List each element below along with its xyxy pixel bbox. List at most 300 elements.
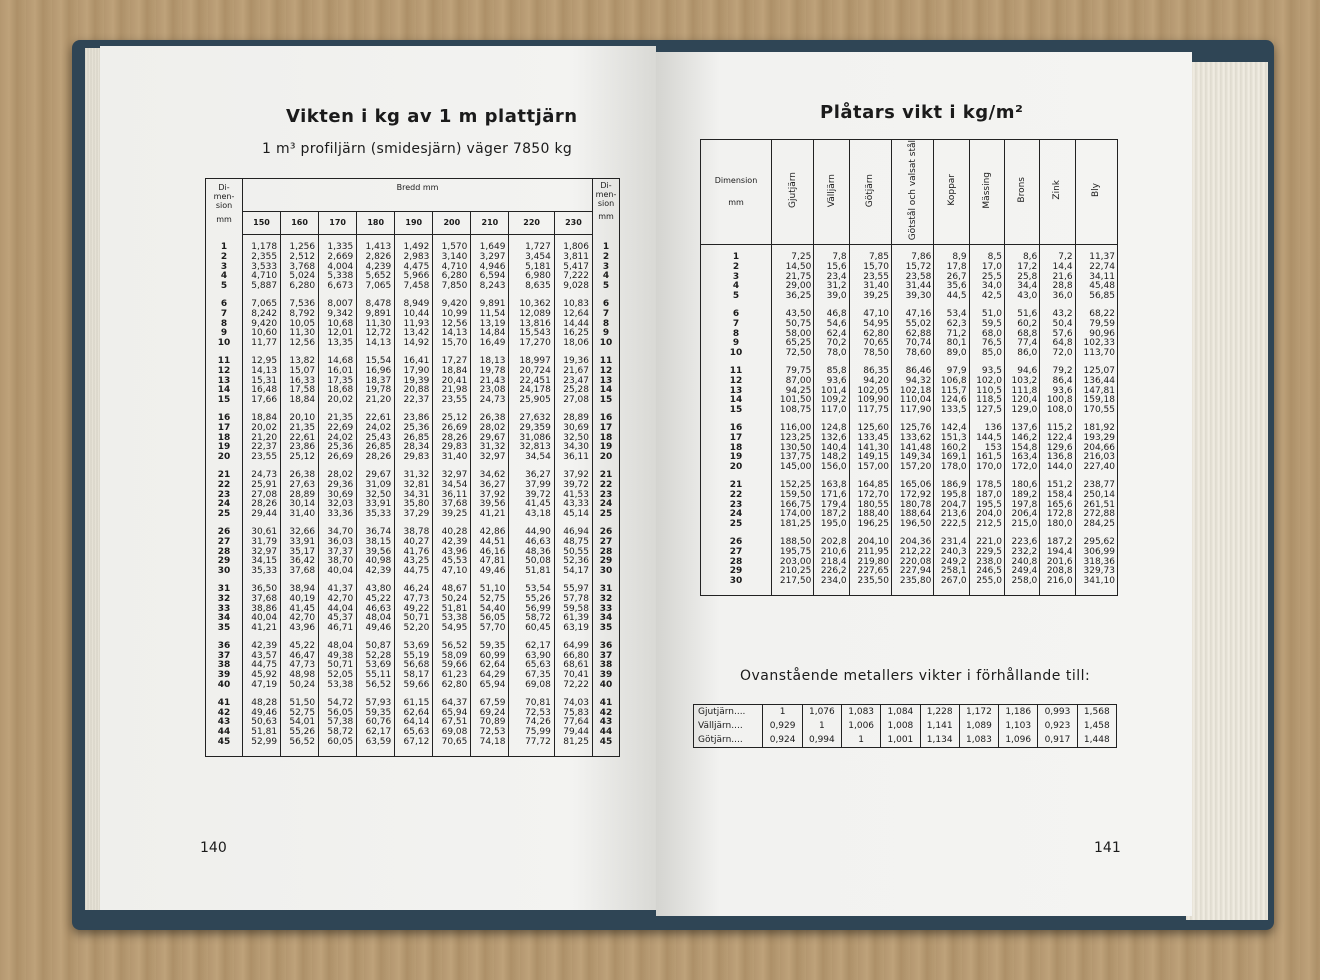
weight-cell: 122,4 xyxy=(1040,434,1075,444)
weight-cell: 7,065 xyxy=(357,282,395,292)
weight-cell: 240,3 xyxy=(934,548,969,558)
weight-cell: 50,55 xyxy=(554,548,592,558)
weight-cell: 93,6 xyxy=(814,377,849,387)
weight-cell: 17,58 xyxy=(281,386,319,396)
weight-cell: 188,40 xyxy=(849,510,891,520)
weight-cell: 14,44 xyxy=(554,320,592,330)
weight-cell: 1,256 xyxy=(281,243,319,253)
weight-cell: 29,00 xyxy=(772,282,814,292)
weight-cell: 41,21 xyxy=(471,510,509,520)
weight-cell: 202,8 xyxy=(814,538,849,548)
weight-cell: 21,20 xyxy=(243,434,281,444)
spacer-cell xyxy=(206,748,243,757)
weight-cell: 43,96 xyxy=(433,548,471,558)
weight-cell: 132,6 xyxy=(814,434,849,444)
relations-row xyxy=(694,719,1117,733)
weight-cell: 97,9 xyxy=(934,367,969,377)
dimension-cell-right: 15 xyxy=(593,396,620,406)
weight-cell: 25,36 xyxy=(319,443,357,453)
weight-cell: 61,39 xyxy=(554,614,592,624)
weight-cell: 180,6 xyxy=(1004,481,1039,491)
dimension-cell-right: 23 xyxy=(593,491,620,501)
weight-cell: 179,4 xyxy=(814,501,849,511)
dimension-cell-right: 8 xyxy=(593,320,620,330)
table-row xyxy=(206,282,620,292)
weight-cell: 52,05 xyxy=(319,671,357,681)
weight-cell: 27,632 xyxy=(509,414,554,424)
weight-cell: 12,64 xyxy=(554,310,592,320)
spacer-cell xyxy=(509,748,554,757)
weight-cell: 12,56 xyxy=(281,339,319,349)
dimension-cell-right: 43 xyxy=(593,718,620,728)
relation-value: 1,083 xyxy=(842,705,881,720)
weight-cell: 41,76 xyxy=(395,548,433,558)
weight-cell: 9,420 xyxy=(243,320,281,330)
weight-cell: 60,99 xyxy=(471,652,509,662)
dimension-header xyxy=(701,140,772,245)
weight-cell: 123,25 xyxy=(772,434,814,444)
dimension-cell: 26 xyxy=(729,537,743,548)
weight-cell: 133,62 xyxy=(892,434,934,444)
weight-cell: 28,02 xyxy=(319,471,357,481)
weight-cell: 31,32 xyxy=(395,471,433,481)
weight-cell: 258,0 xyxy=(1004,577,1039,587)
weight-cell: 50,08 xyxy=(509,557,554,567)
weight-cell: 35,80 xyxy=(395,500,433,510)
dimension-cell-right: 31 xyxy=(593,585,620,595)
dimension-cell: 4 xyxy=(732,281,740,292)
weight-cell: 94,25 xyxy=(772,387,814,397)
weight-cell: 235,80 xyxy=(892,577,934,587)
weight-cell: 163,8 xyxy=(814,481,849,491)
weight-cell: 203,00 xyxy=(772,558,814,568)
weight-cell: 2,512 xyxy=(281,253,319,263)
dimension-cell: 15 xyxy=(217,395,231,406)
weight-cell: 56,99 xyxy=(509,605,554,615)
weight-cell: 34,15 xyxy=(243,557,281,567)
spacer-cell xyxy=(593,748,620,757)
weight-cell: 46,47 xyxy=(281,652,319,662)
weight-cell: 58,09 xyxy=(433,652,471,662)
weight-cell: 49,46 xyxy=(357,624,395,634)
weight-cell: 156,0 xyxy=(814,463,849,473)
dimension-cell-right: 4 xyxy=(593,272,620,282)
weight-cell: 16,33 xyxy=(281,377,319,387)
weight-cell: 178,5 xyxy=(969,481,1004,491)
weight-cell: 12,089 xyxy=(509,310,554,320)
dimension-cell: 16 xyxy=(729,423,743,434)
weight-cell: 36,25 xyxy=(772,292,814,302)
dimension-cell-right: 2 xyxy=(593,253,620,263)
relation-value: 1,228 xyxy=(920,705,959,720)
weight-cell: 70,65 xyxy=(849,339,891,349)
weight-cell: 44,75 xyxy=(243,661,281,671)
weight-cell: 37,68 xyxy=(281,567,319,577)
weight-cell: 69,08 xyxy=(509,681,554,691)
weight-cell: 178,0 xyxy=(934,463,969,473)
plate-weight-table xyxy=(700,139,1118,596)
weight-cell: 30,61 xyxy=(243,528,281,538)
weight-cell: 40,04 xyxy=(243,614,281,624)
weight-cell: 227,40 xyxy=(1075,463,1117,473)
dimension-cell-right: 20 xyxy=(593,453,620,463)
spacer-cell xyxy=(395,748,433,757)
column-header: 200 xyxy=(433,212,471,235)
dimension-cell: 31 xyxy=(217,583,231,594)
weight-cell: 32,50 xyxy=(554,434,592,444)
relations-row xyxy=(694,705,1117,720)
weight-cell: 174,00 xyxy=(772,510,814,520)
weight-cell: 226,2 xyxy=(814,567,849,577)
weight-cell: 28,26 xyxy=(433,434,471,444)
dimension-cell: 4 xyxy=(220,271,228,282)
weight-cell: 219,80 xyxy=(849,558,891,568)
weight-cell: 210,25 xyxy=(772,567,814,577)
weight-cell: 45,92 xyxy=(243,671,281,681)
weight-cell: 55,11 xyxy=(357,671,395,681)
dimension-cell-right: 14 xyxy=(593,386,620,396)
weight-cell: 48,04 xyxy=(319,642,357,652)
weight-cell: 35,6 xyxy=(934,282,969,292)
weight-cell: 25,28 xyxy=(554,386,592,396)
dimension-cell: 1 xyxy=(732,252,740,263)
weight-cell: 57,6 xyxy=(1040,330,1075,340)
metal-column-header xyxy=(772,140,814,245)
weight-cell: 23,08 xyxy=(471,386,509,396)
weight-cell: 2,826 xyxy=(357,253,395,263)
weight-cell: 7,8 xyxy=(814,253,849,263)
weight-cell: 50,87 xyxy=(357,642,395,652)
weight-cell: 62,64 xyxy=(471,661,509,671)
weight-cell: 54,17 xyxy=(554,567,592,577)
weight-cell: 45,37 xyxy=(319,614,357,624)
dimension-cell-right: 27 xyxy=(593,538,620,548)
spacer-cell xyxy=(281,748,319,757)
weight-cell: 24,73 xyxy=(243,471,281,481)
weight-cell: 1,178 xyxy=(243,243,281,253)
weight-cell: 17,90 xyxy=(395,367,433,377)
weight-cell: 44,90 xyxy=(509,528,554,538)
weight-cell: 117,0 xyxy=(814,406,849,416)
weight-cell: 65,94 xyxy=(471,681,509,691)
weight-cell: 222,5 xyxy=(934,520,969,530)
relation-value: 1,089 xyxy=(959,719,998,733)
weight-cell: 35,33 xyxy=(243,567,281,577)
weight-cell: 46,16 xyxy=(471,548,509,558)
weight-cell: 32,81 xyxy=(395,481,433,491)
weight-cell: 4,239 xyxy=(357,263,395,273)
weight-cell: 38,94 xyxy=(281,585,319,595)
weight-cell: 27,63 xyxy=(281,481,319,491)
weight-cell: 13,19 xyxy=(471,320,509,330)
weight-cell: 106,8 xyxy=(934,377,969,387)
weight-cell: 129,6 xyxy=(1040,444,1075,454)
weight-cell: 29,67 xyxy=(357,471,395,481)
weight-cell: 40,28 xyxy=(433,528,471,538)
weight-cell: 217,50 xyxy=(772,577,814,587)
weight-cell: 14,84 xyxy=(471,329,509,339)
spacer-cell xyxy=(554,748,592,757)
weight-cell: 33,91 xyxy=(357,500,395,510)
weight-cell: 196,50 xyxy=(892,520,934,530)
weight-cell: 23,55 xyxy=(433,396,471,406)
weight-cell: 31,40 xyxy=(849,282,891,292)
weight-cell: 47,19 xyxy=(243,681,281,691)
weight-cell: 36,0 xyxy=(1040,292,1075,302)
weight-cell: 8,007 xyxy=(319,300,357,310)
weight-cell: 8,6 xyxy=(1004,253,1039,263)
spacer-cell xyxy=(701,587,772,596)
weight-cell: 10,362 xyxy=(509,300,554,310)
weight-cell: 32,03 xyxy=(319,500,357,510)
weight-cell: 45,22 xyxy=(281,642,319,652)
dimension-cell-right: 36 xyxy=(593,642,620,652)
dim-header-line: sion xyxy=(215,201,233,210)
weight-cell: 23,55 xyxy=(243,453,281,463)
weight-cell: 187,2 xyxy=(814,510,849,520)
weight-cell: 227,65 xyxy=(849,567,891,577)
weight-cell: 188,64 xyxy=(892,510,934,520)
weight-cell: 19,78 xyxy=(471,367,509,377)
weight-cell: 38,86 xyxy=(243,605,281,615)
dimension-cell: 29 xyxy=(217,556,231,567)
weight-cell: 215,0 xyxy=(1004,520,1039,530)
weight-cell: 133,5 xyxy=(934,406,969,416)
relation-value: 0,924 xyxy=(763,733,802,748)
spacer-cell xyxy=(934,587,969,596)
dimension-cell: 28 xyxy=(217,546,231,557)
weight-cell: 124,8 xyxy=(814,424,849,434)
weight-cell: 272,88 xyxy=(1075,510,1117,520)
spacer-cell xyxy=(243,748,281,757)
column-header: 230 xyxy=(554,212,592,235)
dimension-cell-right: 6 xyxy=(593,300,620,310)
weight-cell: 25,91 xyxy=(243,481,281,491)
relation-value: 1,458 xyxy=(1077,719,1116,733)
weight-cell: 16,01 xyxy=(319,367,357,377)
weight-cell: 93,6 xyxy=(1040,387,1075,397)
weight-cell: 25,36 xyxy=(395,424,433,434)
dimension-cell: 12 xyxy=(729,375,743,386)
weight-cell: 231,4 xyxy=(934,538,969,548)
weight-cell: 24,178 xyxy=(509,386,554,396)
weight-cell: 204,36 xyxy=(892,538,934,548)
weight-cell: 29,83 xyxy=(433,443,471,453)
dimension-cell-right: 17 xyxy=(593,424,620,434)
weight-cell: 159,50 xyxy=(772,491,814,501)
weight-cell: 8,242 xyxy=(243,310,281,320)
weight-cell: 11,30 xyxy=(357,320,395,330)
weight-cell: 43,18 xyxy=(509,510,554,520)
weight-cell: 44,75 xyxy=(395,567,433,577)
dimension-cell: 17 xyxy=(217,422,231,433)
weight-cell: 51,81 xyxy=(243,728,281,738)
weight-cell: 165,6 xyxy=(1040,501,1075,511)
weight-cell: 19,39 xyxy=(395,377,433,387)
weight-cell: 43,57 xyxy=(243,652,281,662)
weight-cell: 108,0 xyxy=(1040,406,1075,416)
weight-cell: 249,2 xyxy=(934,558,969,568)
weight-cell: 50,71 xyxy=(319,661,357,671)
weight-cell: 3,454 xyxy=(509,253,554,263)
weight-cell: 8,9 xyxy=(934,253,969,263)
weight-cell: 172,92 xyxy=(892,491,934,501)
weight-cell: 39,72 xyxy=(554,481,592,491)
weight-cell: 37,92 xyxy=(471,491,509,501)
weight-cell: 14,4 xyxy=(1040,263,1075,273)
dimension-cell: 14 xyxy=(729,395,743,406)
weight-cell: 9,342 xyxy=(319,310,357,320)
weight-cell: 14,68 xyxy=(319,357,357,367)
weight-cell: 18,997 xyxy=(509,357,554,367)
dim-header-line: sion xyxy=(597,199,615,208)
weight-cell: 32,97 xyxy=(471,453,509,463)
weight-cell: 39,0 xyxy=(814,292,849,302)
dimension-cell: 36 xyxy=(217,640,231,651)
relations-title: Ovanstående metallers vikter i förhållande till: xyxy=(740,668,1091,684)
weight-cell: 18,68 xyxy=(319,386,357,396)
dimension-cell-right: 19 xyxy=(593,443,620,453)
dimension-cell-right: 44 xyxy=(593,728,620,738)
weight-cell: 238,0 xyxy=(969,558,1004,568)
weight-cell: 55,19 xyxy=(395,652,433,662)
weight-cell: 1,492 xyxy=(395,243,433,253)
weight-cell: 71,2 xyxy=(934,330,969,340)
weight-cell: 65,63 xyxy=(509,661,554,671)
weight-cell: 46,24 xyxy=(395,585,433,595)
weight-cell: 58,00 xyxy=(772,330,814,340)
weight-cell: 48,28 xyxy=(243,699,281,709)
relation-value: 1,001 xyxy=(881,733,920,748)
weight-cell: 169,1 xyxy=(934,453,969,463)
weight-cell: 11,30 xyxy=(281,329,319,339)
weight-cell: 53,4 xyxy=(934,310,969,320)
weight-cell: 19,78 xyxy=(357,386,395,396)
left-page-subtitle: 1 m³ profiljärn (smidesjärn) väger 7850 kg xyxy=(262,141,573,157)
weight-cell: 26,38 xyxy=(471,414,509,424)
weight-cell: 120,4 xyxy=(1004,396,1039,406)
weight-cell: 25,12 xyxy=(281,453,319,463)
column-header: 220 xyxy=(509,212,554,235)
table-row xyxy=(701,292,1118,302)
weight-cell: 36,27 xyxy=(471,481,509,491)
weight-cell: 165,06 xyxy=(892,481,934,491)
weight-cell: 45,48 xyxy=(1075,282,1117,292)
table-row xyxy=(206,339,620,349)
weight-cell: 45,22 xyxy=(357,595,395,605)
weight-cell: 27,08 xyxy=(554,396,592,406)
weight-cell: 137,75 xyxy=(772,453,814,463)
weight-cell: 102,18 xyxy=(892,387,934,397)
weight-cell: 210,6 xyxy=(814,548,849,558)
relation-value: 1,448 xyxy=(1077,733,1116,748)
weight-cell: 94,32 xyxy=(892,377,934,387)
metal-name: Zink xyxy=(1052,180,1063,200)
weight-cell: 32,50 xyxy=(357,491,395,501)
weight-cell: 66,80 xyxy=(554,652,592,662)
dimension-cell: 27 xyxy=(729,546,743,557)
weight-cell: 195,8 xyxy=(934,491,969,501)
weight-cell: 36,42 xyxy=(281,557,319,567)
weight-cell: 170,0 xyxy=(969,463,1004,473)
weight-cell: 341,10 xyxy=(1075,577,1117,587)
weight-cell: 12,56 xyxy=(433,320,471,330)
weight-cell: 43,25 xyxy=(395,557,433,567)
weight-cell: 68,22 xyxy=(1075,310,1117,320)
dim-header-line: mm xyxy=(216,215,232,224)
weight-cell: 188,50 xyxy=(772,538,814,548)
weight-cell: 68,8 xyxy=(1004,330,1039,340)
dimension-cell: 10 xyxy=(217,338,231,349)
weight-cell: 17,35 xyxy=(319,377,357,387)
weight-cell: 53,38 xyxy=(433,614,471,624)
relation-label: Välljärn.... xyxy=(698,721,743,731)
weight-cell: 6,673 xyxy=(319,282,357,292)
weight-cell: 212,22 xyxy=(892,548,934,558)
weight-cell: 18,37 xyxy=(357,377,395,387)
weight-cell: 6,980 xyxy=(509,272,554,282)
weight-cell: 21,43 xyxy=(471,377,509,387)
weight-cell: 157,00 xyxy=(849,463,891,473)
spacer-cell xyxy=(772,587,814,596)
dimension-cell: 3 xyxy=(732,271,740,282)
weight-cell: 16,96 xyxy=(357,367,395,377)
weight-cell: 12,01 xyxy=(319,329,357,339)
weight-cell: 137,6 xyxy=(1004,424,1039,434)
weight-cell: 22,61 xyxy=(357,414,395,424)
column-header: 210 xyxy=(471,212,509,235)
weight-cell: 61,23 xyxy=(433,671,471,681)
dimension-cell: 2 xyxy=(732,261,740,272)
right-page-edges xyxy=(1186,62,1268,920)
dimension-cell: 18 xyxy=(217,432,231,443)
weight-cell: 85,8 xyxy=(814,367,849,377)
weight-cell: 39,30 xyxy=(892,292,934,302)
relation-value: 1,006 xyxy=(842,719,881,733)
weight-cell: 6,280 xyxy=(433,272,471,282)
weight-cell: 306,99 xyxy=(1075,548,1117,558)
metal-column-header xyxy=(934,140,969,245)
weight-cell: 72,53 xyxy=(509,709,554,719)
weight-cell: 16,48 xyxy=(243,386,281,396)
weight-cell: 197,8 xyxy=(1004,501,1039,511)
table-row xyxy=(701,577,1118,587)
weight-cell: 39,56 xyxy=(471,500,509,510)
weight-cell: 38,70 xyxy=(319,557,357,567)
dimension-cell-right: 10 xyxy=(593,339,620,349)
weight-cell: 28,02 xyxy=(471,424,509,434)
weight-cell: 195,5 xyxy=(969,501,1004,511)
weight-cell: 43,96 xyxy=(281,624,319,634)
weight-cell: 172,8 xyxy=(1040,510,1075,520)
weight-cell: 195,0 xyxy=(814,520,849,530)
weight-cell: 63,59 xyxy=(357,738,395,748)
weight-cell: 159,18 xyxy=(1075,396,1117,406)
weight-cell: 9,891 xyxy=(471,300,509,310)
weight-cell: 13,82 xyxy=(281,357,319,367)
weight-cell: 220,08 xyxy=(892,558,934,568)
dimension-cell: 9 xyxy=(220,328,228,339)
dim-header-right xyxy=(593,179,620,235)
weight-cell: 86,0 xyxy=(1004,349,1039,359)
weight-cell: 52,28 xyxy=(357,652,395,662)
weight-cell: 67,59 xyxy=(471,699,509,709)
weight-cell: 7,222 xyxy=(554,272,592,282)
weight-cell: 29,359 xyxy=(509,424,554,434)
weight-cell: 56,05 xyxy=(319,709,357,719)
weight-cell: 110,04 xyxy=(892,396,934,406)
weight-cell: 21,6 xyxy=(1040,273,1075,283)
